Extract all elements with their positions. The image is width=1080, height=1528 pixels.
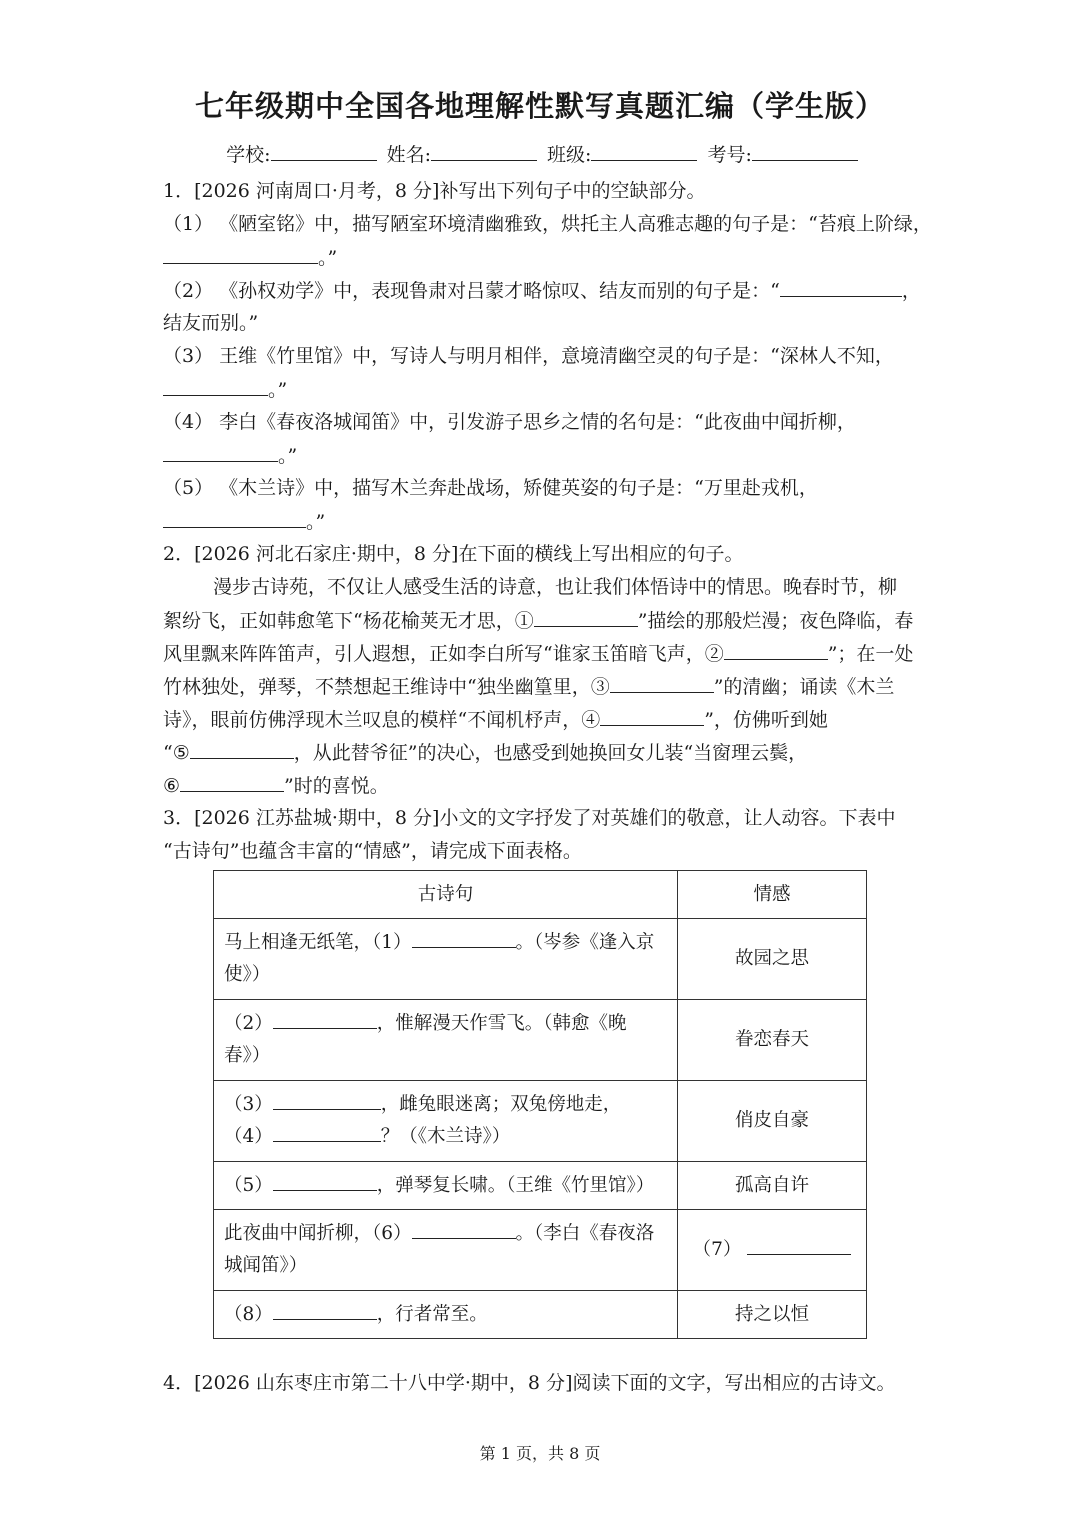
q1-item-4-line2 [163, 443, 297, 468]
poem-text: 。（岑参《逢入京 [515, 932, 655, 953]
q4-heading: 4．[2026 山东枣庄市第二十八中学·期中，8 分]阅读下面的文字，写出相应的古诗文。 [163, 1372, 896, 1394]
q1-heading: 1．[2026 河南周口·月考，8 分]补写出下列句子中的空缺部分。 [163, 180, 706, 202]
emotion-cell: 故园之思 [678, 919, 867, 1000]
answer-blank[interactable] [163, 443, 278, 462]
q2-para-line5 [163, 707, 828, 732]
q2-text: ”；在一处 [827, 643, 914, 665]
poem-text: ，行者常至。 [376, 1303, 488, 1325]
poem-emotion-table [213, 870, 867, 1339]
answer-blank-5[interactable] [190, 740, 294, 759]
q1-item-2-line1 [163, 278, 921, 303]
q1-item-4-line1: （4） 李白《春夜洛城闻笛》中，引发游子思乡之情的名句是：“此夜曲中闻折柳， [163, 411, 856, 433]
q1-item-3-line2 [163, 377, 287, 402]
emotion-cell: 孤高自许 [678, 1162, 867, 1210]
poem-cell [214, 1291, 678, 1339]
q1-item-2-line2: 结友而别。” [163, 312, 259, 334]
emotion-cell: 眷恋春天 [678, 1000, 867, 1081]
answer-blank-2[interactable] [724, 641, 828, 660]
q2-text: “⑤ [163, 742, 190, 764]
emotion-cell [678, 1210, 867, 1291]
q1-item-1-line2 [163, 245, 337, 270]
q1-item-2-comma: ， [901, 280, 921, 302]
answer-blank-3[interactable] [610, 674, 714, 693]
answer-blank-4[interactable] [600, 707, 704, 726]
class-blank[interactable] [591, 142, 697, 161]
answer-blank[interactable] [273, 1010, 377, 1029]
emotion-cell: 持之以恒 [678, 1291, 867, 1339]
poem-cell [214, 1081, 678, 1162]
q1-item-4-end: 。” [278, 445, 298, 467]
poem-text: （8） [224, 1303, 273, 1325]
answer-blank[interactable] [163, 509, 306, 528]
table-row [214, 1081, 867, 1162]
answer-blank[interactable] [273, 1091, 381, 1110]
poem-text: （5） [224, 1174, 273, 1196]
q1-item-2-text: （2） 《孙权劝学》中，表现鲁肃对吕蒙才略惊叹、结友而别的句子是：“ [163, 280, 780, 302]
q2-text: 风里飘来阵阵笛声，引人遐想，正如李白所写“谁家玉笛暗飞声，② [163, 643, 724, 665]
poem-cell [214, 1210, 678, 1291]
q1-item-5-line2 [163, 509, 325, 534]
name-label: 姓名: [386, 144, 431, 166]
poem-cell [214, 919, 678, 1000]
number-blank[interactable] [752, 142, 858, 161]
q2-text: ”的清幽；诵读《木兰 [713, 676, 895, 698]
poem-text: 春》） [224, 1045, 271, 1066]
poem-text: 使》） [224, 964, 271, 985]
poem-text: 。（李白《春夜洛 [515, 1223, 655, 1244]
q2-text: 漫步古诗苑，不仅让人感受生活的诗意，也让我们体悟诗中的情思。晚春时节，柳 [213, 576, 898, 598]
column-header-emotion: 情感 [678, 871, 867, 919]
table-row [214, 1000, 867, 1081]
q1-item-3-end: 。” [268, 379, 288, 401]
emotion-text: （7） [692, 1239, 742, 1260]
q2-text: ”时的喜悦。 [284, 775, 389, 797]
table-row [214, 1210, 867, 1291]
q1-item-5-line1: （5） 《木兰诗》中，描写木兰奔赴战场，矫健英姿的句子是：“万里赴戎机， [163, 477, 818, 499]
answer-blank-1[interactable] [534, 608, 638, 627]
name-blank[interactable] [431, 142, 537, 161]
student-info-line [0, 140, 1080, 167]
table-header-row [214, 871, 867, 919]
q2-text: ，从此替爷征”的决心，也感受到她换回女儿装“当窗理云鬓， [293, 742, 808, 764]
answer-blank[interactable] [163, 377, 268, 396]
q2-para-line6 [163, 740, 807, 765]
poem-text: （2） [224, 1013, 273, 1034]
table-row [214, 1291, 867, 1339]
emotion-cell: 俏皮自豪 [678, 1081, 867, 1162]
q2-text: ⑥ [163, 775, 181, 797]
q2-text: ”描绘的那般烂漫；夜色降临，春 [637, 610, 914, 632]
q3-heading-line2: “古诗句”也蕴含丰富的“情感”，请完成下面表格。 [163, 840, 582, 862]
q1-item-5-end: 。” [306, 511, 326, 533]
answer-blank[interactable] [412, 1220, 516, 1239]
q1-item-3-line1: （3） 王维《竹里馆》中，写诗人与明月相伴，意境清幽空灵的句子是：“深林人不知， [163, 345, 894, 367]
school-label: 学校: [226, 144, 271, 166]
q2-text: 絮纷飞，正如韩愈笔下“杨花榆荚无才思，① [163, 610, 534, 632]
poem-text: ？（《木兰诗》） [380, 1126, 511, 1147]
q2-text: ”，仿佛听到她 [704, 709, 828, 731]
poem-text: 马上相逢无纸笔，（1） [224, 932, 412, 953]
q2-heading: 2．[2026 河北石家庄·期中，8 分]在下面的横线上写出相应的句子。 [163, 543, 744, 565]
column-header-poem: 古诗句 [214, 871, 678, 919]
poem-text: 此夜曲中闻折柳，（6） [224, 1223, 412, 1244]
q2-text: 竹林独处，弹琴，不禁想起王维诗中“独坐幽篁里，③ [163, 676, 610, 698]
class-label: 班级: [547, 144, 592, 166]
q2-para-line4 [163, 674, 894, 699]
poem-text: ，弹琴复长啸。（王维《竹里馆》） [376, 1174, 655, 1196]
poem-text: 城闻笛》） [224, 1255, 308, 1276]
answer-blank[interactable] [273, 1123, 381, 1142]
answer-blank[interactable] [273, 1172, 377, 1191]
q1-item-1-line1: （1） 《陋室铭》中，描写陋室环境清幽雅致，烘托主人高雅志趣的句子是：“苔痕上阶绿， [163, 213, 932, 235]
q2-text: 诗》，眼前仿佛浮现木兰叹息的模样“不闻机杼声，④ [163, 709, 601, 731]
school-blank[interactable] [271, 142, 377, 161]
number-label: 考号: [707, 144, 752, 166]
answer-blank[interactable] [412, 929, 516, 948]
answer-blank[interactable] [780, 278, 902, 297]
page-footer: 第 1 页，共 8 页 [479, 1444, 601, 1463]
q2-para-line3 [163, 641, 913, 666]
page-title: 七年级期中全国各地理解性默写真题汇编（学生版） [194, 89, 885, 123]
q2-para-line1 [163, 575, 897, 599]
q1-item-1-end: 。” [318, 247, 338, 269]
q2-para-line7 [163, 773, 389, 798]
answer-blank[interactable] [273, 1301, 377, 1320]
poem-text: ，惟解漫天作雪飞。（韩愈《晚 [376, 1013, 627, 1034]
q3-heading-line1: 3．[2026 江苏盐城·期中，8 分]小文的文字抒发了对英雄们的敬意，让人动容。下表中 [163, 807, 896, 829]
poem-cell [214, 1162, 678, 1210]
answer-blank-6[interactable] [180, 773, 284, 792]
q2-para-line2 [163, 608, 913, 633]
poem-text: （4） [224, 1126, 273, 1147]
poem-text: （3） [224, 1094, 273, 1115]
table-row [214, 919, 867, 1000]
answer-blank[interactable] [163, 245, 318, 264]
answer-blank[interactable] [747, 1236, 851, 1255]
table-row [214, 1162, 867, 1210]
poem-text: ，雌兔眼迷离；双兔傍地走， [380, 1094, 622, 1115]
poem-cell [214, 1000, 678, 1081]
